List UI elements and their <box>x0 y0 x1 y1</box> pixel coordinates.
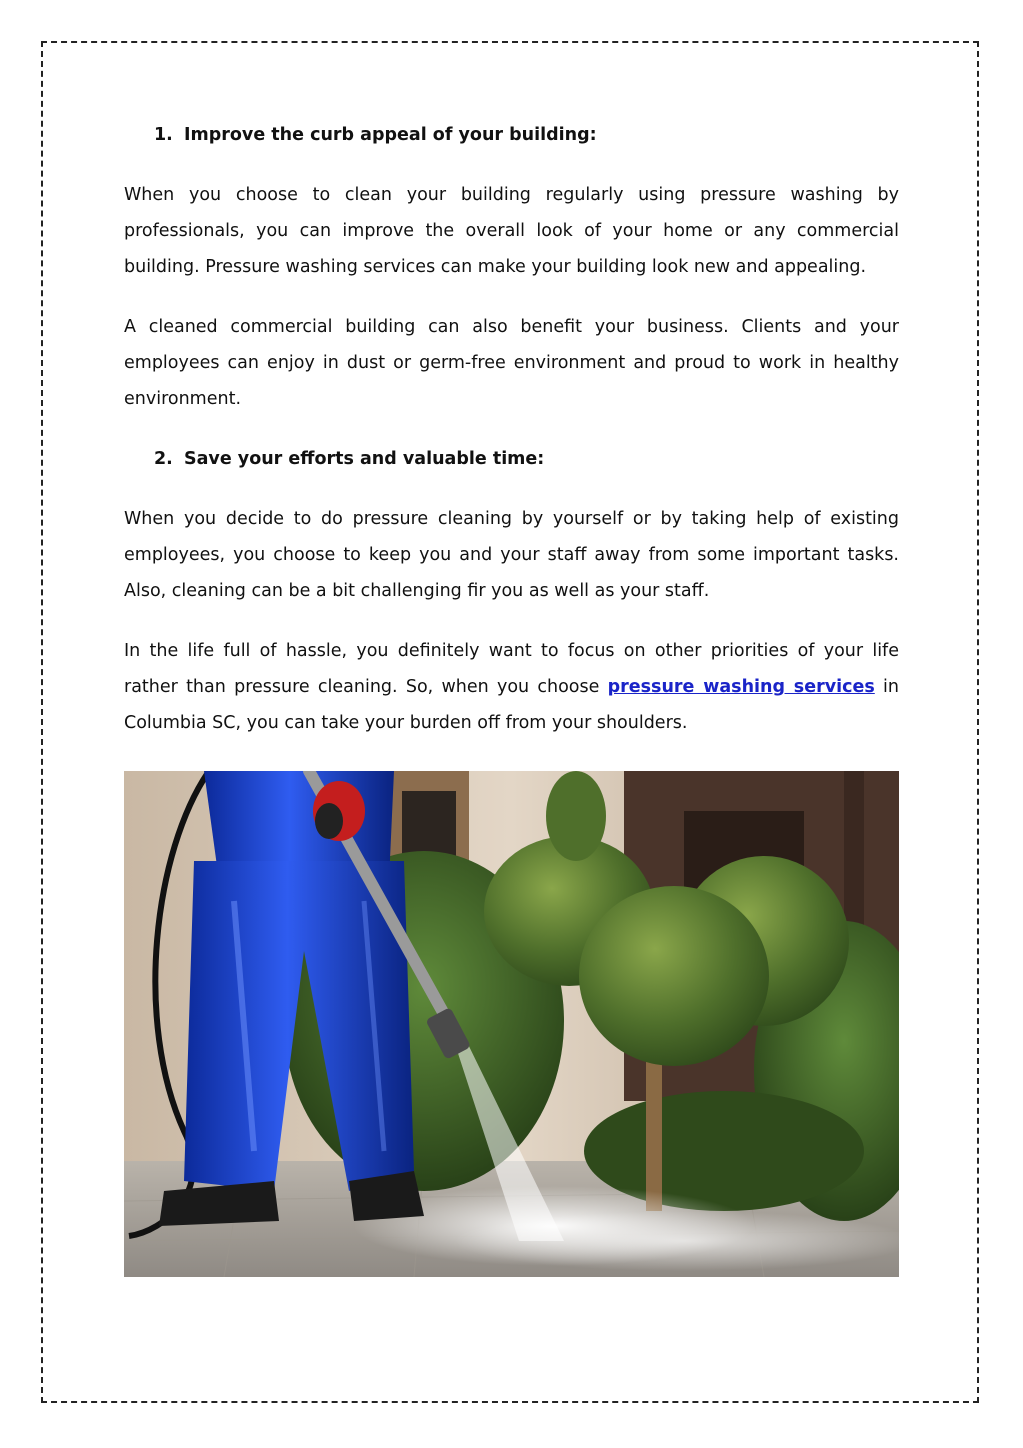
section-2-paragraph-2 <box>124 633 899 741</box>
section-1-paragraph-2: A cleaned commercial building can also benefit your business. Clients and your employees can enjoy in dust or germ-free environment and proud to work in healthy environment. <box>124 317 899 409</box>
section-1-number: 1. <box>154 125 173 145</box>
section-2-title: Save your efforts and valuable time: <box>184 449 545 469</box>
section-2-heading <box>154 447 544 471</box>
section-1-heading <box>154 123 597 147</box>
closing-text-after-link: in Columbia SC, you can take your burden off from your shoulders. <box>124 677 899 733</box>
section-2-paragraph-1: When you decide to do pressure cleaning by yourself or by taking help of existing employees, you choose to keep you and your staff away from some important tasks. Also, cleaning can be a bit challenging fir you as well as your staff. <box>124 509 899 601</box>
tree-trunk <box>646 1041 662 1211</box>
window-glass <box>402 791 456 861</box>
pressure-washing-photo <box>124 771 899 1277</box>
pressure-washing-services-link[interactable]: pressure washing services <box>607 677 875 697</box>
closing-text-before-link: In the life full of hassle, you definitely want to focus on other priorities of your life rather than pressure cleaning. So, when you choose <box>124 641 899 697</box>
section-1-paragraph-1: When you choose to clean your building regularly using pressure washing by professionals, you can improve the overall look of your home or any commercial building. Pressure washing services can make your building look new and appealing. <box>124 185 899 277</box>
section-2-number: 2. <box>154 449 173 469</box>
section-1-title: Improve the curb appeal of your building: <box>184 125 597 145</box>
topiary-center <box>579 886 769 1066</box>
